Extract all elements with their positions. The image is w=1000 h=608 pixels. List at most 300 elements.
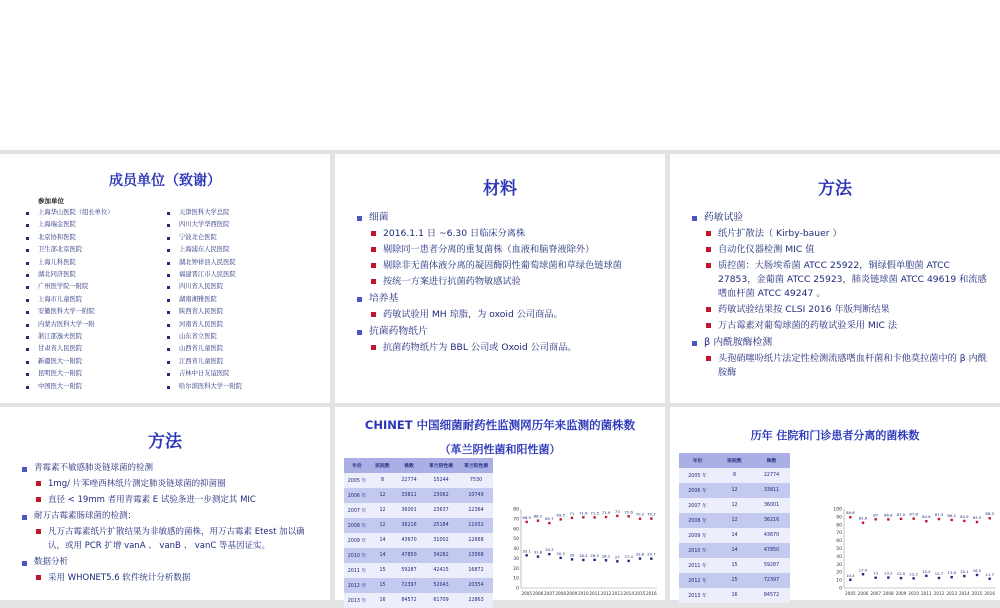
table-cell: 2011 年 — [344, 563, 370, 578]
table-row — [679, 468, 790, 483]
bullet-heading: 青霉素不敏感肺炎链球菌的检测 — [22, 462, 318, 475]
y-tick-label: 60 — [513, 527, 519, 533]
data-label: 16.5 — [972, 567, 982, 573]
table-cell: 2007 年 — [679, 498, 716, 513]
x-tick-label: 2009 — [566, 591, 578, 596]
hospital-list-item: 上海华山医院（组长单位） — [24, 207, 114, 219]
hospital-list-item: 陕西省人民医院 — [165, 306, 242, 318]
data-label: 29.7 — [647, 551, 656, 557]
table-header-cell: 株数 — [395, 458, 423, 473]
table-cell: 14 — [716, 543, 753, 558]
hospital-list-item: 新疆医大一附院 — [24, 356, 114, 368]
data-label: 71.6 — [579, 510, 588, 516]
x-tick-label: 2016 — [645, 591, 657, 596]
table-cell: 2007 年 — [344, 503, 370, 518]
table-cell: 2005 年 — [344, 473, 370, 488]
x-tick-label: 2011 — [920, 591, 932, 596]
data-label: 87.5 — [896, 511, 906, 517]
y-tick-label: 50 — [836, 547, 842, 552]
data-label: 73 — [614, 508, 620, 514]
data-point — [627, 515, 629, 517]
data-label: 13 — [873, 570, 879, 576]
data-label: 27 — [614, 554, 620, 560]
table-cell: 47850 — [753, 543, 790, 558]
slide-title: 历年 住院和门诊患者分离的菌株数 — [750, 429, 920, 442]
table-header-cell: 年份 — [344, 458, 370, 473]
methods-bullets — [670, 211, 1000, 380]
data-point — [559, 518, 561, 520]
table-cell: 42415 — [423, 563, 459, 578]
data-point — [950, 576, 952, 578]
data-point — [571, 558, 573, 560]
data-label: 82.6 — [858, 515, 868, 521]
hospital-list-item: 上海儿科医院 — [24, 257, 114, 269]
table-cell: 36216 — [395, 518, 423, 533]
data-point — [887, 576, 889, 578]
data-point — [862, 522, 864, 524]
x-tick-label: 2014 — [958, 591, 970, 596]
data-point — [912, 517, 914, 519]
bullet-item: 万古霉素对葡萄球菌的药敏试验采用 MIC 法 — [692, 319, 988, 333]
y-tick-label: 40 — [836, 554, 842, 560]
data-point — [950, 519, 952, 521]
table-cell: 12 — [716, 498, 753, 513]
data-point — [525, 521, 527, 523]
x-tick-label: 2006 — [857, 591, 869, 596]
bullet-heading: 数据分析 — [22, 556, 318, 569]
table-cell: 2013 年 — [344, 593, 370, 608]
table-header-cell: 株数 — [753, 453, 790, 468]
data-point — [900, 577, 902, 579]
slide-materials — [335, 154, 665, 403]
data-point — [537, 519, 539, 521]
inpatient-outpatient-chart — [830, 503, 1000, 600]
hospital-list-item: 湖北钟祥县人民医院 — [165, 257, 242, 269]
table-cell: 23637 — [423, 503, 459, 518]
strain-count-table — [344, 458, 493, 608]
hospital-list-item: 山东省立医院 — [165, 331, 242, 343]
data-point — [616, 515, 618, 517]
table-cell: 61709 — [423, 593, 459, 608]
table-cell: 2005 年 — [679, 468, 716, 483]
data-label: 84.6 — [922, 514, 931, 520]
y-tick-label: 70 — [513, 517, 519, 523]
data-label: 87.3 — [934, 512, 944, 518]
slide-title: CHINET 中国细菌耐药性监测网历年来监测的菌株数 — [364, 418, 636, 432]
data-point — [548, 522, 550, 524]
table-cell: 10749 — [459, 488, 493, 503]
hospital-list-item: 山西省儿童医院 — [165, 343, 242, 355]
table-header-cell: 革兰阴性菌 — [423, 458, 459, 473]
table-cell: 7530 — [459, 473, 493, 488]
hospital-list-item: 广州医学院一附院 — [24, 281, 114, 293]
bullet-heading: 耐万古霉素肠球菌的检测： — [22, 510, 318, 523]
table-cell: 36001 — [753, 498, 790, 513]
bullet-item: 纸片扩散法（ Kirby-bauer ） — [692, 227, 988, 241]
table-cell: 33811 — [753, 483, 790, 498]
y-tick-label: 20 — [836, 570, 842, 576]
y-tick-label: 10 — [513, 576, 519, 582]
bullet-item: 自动化仪器检测 MIC 值 — [692, 243, 988, 257]
bullet-heading: 培养基 — [357, 292, 653, 306]
data-point — [650, 557, 652, 559]
data-label: 87.8 — [909, 511, 918, 517]
table-cell: 15244 — [423, 473, 459, 488]
table-cell: 16872 — [459, 563, 493, 578]
table-cell: 12 — [370, 488, 395, 503]
data-point — [571, 517, 573, 519]
table-cell: 14 — [716, 528, 753, 543]
table-cell: 2012 年 — [344, 578, 370, 593]
table-row — [679, 498, 790, 513]
table-cell: 12 — [370, 518, 395, 533]
table-header-cell: 医院数 — [716, 453, 753, 468]
hospital-list-item: 四川大学华西医院 — [165, 219, 242, 231]
hospital-list-item: 吉林中日友谊医院 — [165, 368, 242, 380]
table-cell: 12 — [716, 513, 753, 528]
table-cell: 8 — [370, 473, 395, 488]
data-label: 69.5 — [556, 512, 565, 518]
table-row — [344, 503, 493, 518]
x-tick-label: 2013 — [611, 591, 623, 596]
slide-title: 材料 — [483, 179, 517, 199]
bullet-item: 质控菌：大肠埃希菌 ATCC 25922，铜绿假单胞菌 ATCC 27853，金葡菌 ATCC 25923，肺炎链球菌 ATCC 49619 和流感嗜血杆菌 ATCC 49247 。 — [692, 259, 988, 301]
x-tick-label: 2012 — [933, 591, 945, 596]
hospital-list-item: 四川省人民医院 — [165, 281, 242, 293]
table-cell: 31002 — [423, 533, 459, 548]
table-cell: 12 — [716, 483, 753, 498]
table-cell: 22774 — [753, 468, 790, 483]
y-tick-label: 80 — [836, 523, 842, 529]
table-cell: 23062 — [423, 488, 459, 503]
bullet-heading: 药敏试验 — [692, 211, 988, 225]
strain-count-table — [679, 453, 790, 603]
data-label: 65.7 — [545, 516, 554, 522]
y-tick-label: 90 — [836, 515, 842, 521]
slide-chinet-strain-counts — [335, 407, 665, 604]
data-point — [650, 517, 652, 519]
data-label: 15.4 — [922, 568, 931, 574]
hospital-list-item: 上海瑞金医院 — [24, 219, 114, 231]
data-point — [605, 559, 607, 561]
table-cell: 33811 — [395, 488, 423, 503]
data-label: 13.2 — [884, 570, 893, 576]
participants-heading: 参加单位 — [38, 197, 64, 205]
table-cell: 84572 — [753, 588, 790, 603]
data-point — [559, 557, 561, 559]
hospital-list-item: 哈尔滨医科大学一附院 — [165, 381, 242, 393]
data-point — [912, 577, 914, 579]
hospital-list-item: 北京协和医院 — [24, 232, 114, 244]
bullet-item: 直径 < 19mm 者用青霉素 E 试验条进一步测定其 MIC — [22, 493, 318, 507]
table-row — [679, 513, 790, 528]
table-cell: 59287 — [395, 563, 423, 578]
table-cell: 14 — [370, 548, 395, 563]
hospital-list-right — [165, 207, 242, 393]
data-label: 29 — [569, 552, 575, 558]
table-cell: 15 — [370, 563, 395, 578]
hospital-list-left — [24, 207, 114, 393]
data-point — [963, 520, 965, 522]
data-point — [593, 516, 595, 518]
data-point — [605, 516, 607, 518]
slide-subtitle: （革兰阴性菌和阳性菌） — [439, 443, 561, 456]
x-tick-label: 2005 — [844, 591, 856, 596]
table-header-cell: 年份 — [679, 453, 716, 468]
hospital-list-item: 卫生部北京医院 — [24, 244, 114, 256]
table-cell: 43670 — [395, 533, 423, 548]
table-cell: 2010 年 — [679, 543, 716, 558]
x-tick-label: 2008 — [882, 591, 894, 596]
table-row — [344, 593, 493, 608]
y-tick-label: 50 — [513, 537, 519, 543]
data-point — [874, 518, 876, 520]
data-label: 70.2 — [635, 511, 645, 517]
blank-slide-area — [0, 0, 1000, 150]
bullet-item: 凡万古霉素纸片扩散结果为非敏感的菌株，用万古霉素 Etest 加以确认，或用 PCR 扩增 vanA 、 vanB 、 vanC 等基因证实。 — [22, 525, 318, 553]
data-point — [976, 574, 978, 576]
table-row — [344, 548, 493, 563]
table-row — [679, 483, 790, 498]
table-cell: 14 — [370, 533, 395, 548]
data-point — [925, 520, 927, 522]
x-tick-label: 2007 — [543, 591, 555, 596]
table-cell: 16 — [716, 588, 753, 603]
table-row — [679, 543, 790, 558]
data-label: 12.5 — [896, 571, 906, 577]
data-point — [639, 557, 641, 559]
hospital-list-item: 天津医科大学总院 — [165, 207, 242, 219]
y-tick-label: 0 — [516, 586, 519, 592]
data-label: 87 — [873, 512, 879, 518]
data-point — [988, 578, 990, 580]
data-label: 28.5 — [590, 552, 599, 558]
table-row — [344, 473, 493, 488]
hospital-list-item: 上海市儿童医院 — [24, 294, 114, 306]
table-header-cell: 医院数 — [370, 458, 395, 473]
table-cell: 12 — [370, 503, 395, 518]
data-point — [537, 555, 539, 557]
hospital-list-item: 安徽医科大学一附院 — [24, 306, 114, 318]
data-label: 28.1 — [601, 553, 611, 559]
data-label: 13.8 — [947, 570, 956, 576]
data-label: 83.5 — [972, 515, 982, 521]
data-point — [900, 518, 902, 520]
data-label: 27.4 — [624, 553, 633, 559]
y-tick-label: 20 — [513, 566, 519, 572]
data-label: 30.5 — [556, 550, 565, 556]
data-label: 31.8 — [533, 549, 543, 555]
y-tick-label: 40 — [513, 547, 519, 552]
data-point — [988, 517, 990, 519]
x-tick-label: 2015 — [971, 591, 983, 596]
y-tick-label: 30 — [513, 556, 519, 562]
data-point — [938, 518, 940, 520]
data-label: 12.2 — [909, 571, 918, 577]
table-cell: 2008 年 — [344, 518, 370, 533]
x-tick-label: 2014 — [623, 591, 635, 596]
data-point — [582, 516, 584, 518]
hospital-list-item: 浙江邵逸夫医院 — [24, 331, 114, 343]
data-label: 33.1 — [522, 548, 531, 554]
data-label: 89.6 — [846, 510, 855, 516]
y-tick-label: 70 — [836, 531, 842, 537]
bullet-item: 按统一方案进行抗菌药物敏感试验 — [357, 275, 653, 289]
bullet-item: 剔除非无菌体液分离的凝固酶阴性葡萄球菌和草绿色链球菌 — [357, 259, 653, 273]
hospital-list-item: 福建晋江市人民医院 — [165, 269, 242, 281]
bullet-item: 药敏试验结果按 CLSI 2016 年版判断结果 — [692, 303, 988, 317]
x-tick-label: 2011 — [589, 591, 601, 596]
data-label: 88.3 — [985, 511, 994, 517]
gram-percentage-chart — [507, 503, 661, 600]
table-cell: 36001 — [395, 503, 423, 518]
data-label: 71 — [569, 510, 575, 516]
hospital-list-item: 湖北同济医院 — [24, 269, 114, 281]
data-label: 28.4 — [579, 552, 588, 558]
table-cell: 25184 — [423, 518, 459, 533]
y-tick-label: 60 — [836, 539, 842, 545]
hospital-list-item: 中国医大一附院 — [24, 381, 114, 393]
data-label: 34.3 — [545, 547, 554, 553]
bullet-item: 2016.1.1 日 ~6.30 日临床分离株 — [357, 227, 653, 241]
bullet-heading: 抗菌药物纸片 — [357, 325, 653, 339]
data-label: 66.9 — [522, 514, 531, 520]
x-tick-label: 2007 — [870, 591, 882, 596]
bullet-item: 头孢硝噻吩纸片法定性检测流感嗜血杆菌和卡他莫拉菌中的 β 内酰胺酶 — [692, 352, 988, 380]
table-cell: 16 — [370, 593, 395, 608]
data-label: 86.2 — [947, 512, 956, 518]
table-cell: 22774 — [395, 473, 423, 488]
table-row — [679, 573, 790, 588]
bullet-item: 抗菌药物纸片为 BBL 公司或 Oxoid 公司商品。 — [357, 341, 653, 355]
slide-title: 方法 — [148, 432, 182, 452]
x-tick-label: 2006 — [532, 591, 544, 596]
hospital-list-item: 上海浦东人民医院 — [165, 244, 242, 256]
x-tick-label: 2016 — [984, 591, 996, 596]
table-row — [344, 578, 493, 593]
data-point — [862, 573, 864, 575]
data-point — [593, 559, 595, 561]
methods-bullets — [0, 462, 330, 585]
data-label: 68.2 — [533, 513, 543, 519]
data-point — [963, 575, 965, 577]
hospital-list-item: 河南省人民医院 — [165, 319, 242, 331]
data-point — [627, 560, 629, 562]
data-point — [639, 517, 641, 519]
table-cell: 36216 — [753, 513, 790, 528]
table-cell: 12364 — [459, 503, 493, 518]
data-point — [925, 575, 927, 577]
bullet-item: 采用 WHONET5.6 软件统计分析数据 — [22, 571, 318, 585]
materials-bullets — [335, 211, 665, 355]
data-point — [582, 559, 584, 561]
hospital-list-item: 甘肃省人民医院 — [24, 343, 114, 355]
table-cell: 52043 — [423, 578, 459, 593]
table-cell: 84572 — [395, 593, 423, 608]
table-cell: 2009 年 — [679, 528, 716, 543]
x-tick-label: 2010 — [908, 591, 920, 596]
table-cell: 11032 — [459, 518, 493, 533]
data-point — [938, 577, 940, 579]
table-cell: 15 — [716, 558, 753, 573]
data-point — [976, 521, 978, 523]
bullet-item: 药敏试验用 MH 琼脂，为 oxoid 公司商品。 — [357, 308, 653, 322]
bullet-heading: β 内酰胺酶检测 — [692, 336, 988, 350]
table-cell: 13568 — [459, 548, 493, 563]
table-row — [679, 588, 790, 603]
table-cell: 2012 年 — [679, 573, 716, 588]
hospital-list-item: 宁波北仑医院 — [165, 232, 242, 244]
x-tick-label: 2013 — [946, 591, 958, 596]
table-row — [679, 528, 790, 543]
table-cell: 47850 — [395, 548, 423, 563]
data-label: 11.7 — [985, 571, 994, 577]
table-cell: 15 — [370, 578, 395, 593]
hospital-list-item: 湖南湘雅医院 — [165, 294, 242, 306]
slide-member-units — [0, 154, 330, 403]
table-cell: 2009 年 — [344, 533, 370, 548]
data-label: 12.7 — [934, 570, 944, 576]
table-header-cell: 革兰阳性菌 — [459, 458, 493, 473]
data-point — [525, 554, 527, 556]
table-cell: 2011 年 — [679, 558, 716, 573]
table-cell: 2010 年 — [344, 548, 370, 563]
x-tick-label: 2012 — [600, 591, 612, 596]
data-point — [887, 518, 889, 520]
table-cell: 59287 — [753, 558, 790, 573]
table-cell: 2006 年 — [344, 488, 370, 503]
data-label: 71.5 — [590, 510, 599, 516]
data-label: 72.6 — [624, 509, 633, 515]
data-label: 70.3 — [647, 511, 656, 517]
table-cell: 43670 — [753, 528, 790, 543]
table-row — [344, 533, 493, 548]
data-point — [548, 553, 550, 555]
data-point — [874, 577, 876, 579]
bullet-item: 剔除同一患者分离的重复菌株（血液和脑脊液除外） — [357, 243, 653, 257]
table-row — [679, 558, 790, 573]
y-tick-label: 100 — [833, 507, 842, 513]
bullet-item: 1mg/ 片苯唑西林纸片测定肺炎链球菌的抑菌圈 — [22, 477, 318, 491]
data-label: 10.4 — [846, 572, 855, 578]
y-tick-label: 10 — [836, 578, 842, 584]
table-cell: 2013 年 — [679, 588, 716, 603]
data-label: 29.8 — [635, 551, 645, 557]
data-label: 86.8 — [884, 512, 893, 518]
table-cell: 22863 — [459, 593, 493, 608]
hospital-list-item: 江西省儿童医院 — [165, 356, 242, 368]
data-label: 15.1 — [960, 569, 969, 575]
slide-methods-1 — [670, 154, 1000, 403]
table-cell: 34282 — [423, 548, 459, 563]
table-cell: 12668 — [459, 533, 493, 548]
x-tick-label: 2005 — [521, 591, 533, 596]
data-point — [849, 516, 851, 518]
x-tick-label: 2008 — [555, 591, 567, 596]
table-cell: 8 — [716, 468, 753, 483]
table-cell: 2008 年 — [679, 513, 716, 528]
y-tick-label: 0 — [839, 586, 842, 592]
table-row — [344, 518, 493, 533]
bullet-heading: 细菌 — [357, 211, 653, 225]
y-tick-label: 80 — [513, 507, 519, 513]
y-tick-label: 30 — [836, 562, 842, 568]
table-cell: 72397 — [395, 578, 423, 593]
table-cell: 20354 — [459, 578, 493, 593]
table-row — [344, 563, 493, 578]
table-cell: 15 — [716, 573, 753, 588]
data-label: 71.9 — [601, 509, 611, 515]
